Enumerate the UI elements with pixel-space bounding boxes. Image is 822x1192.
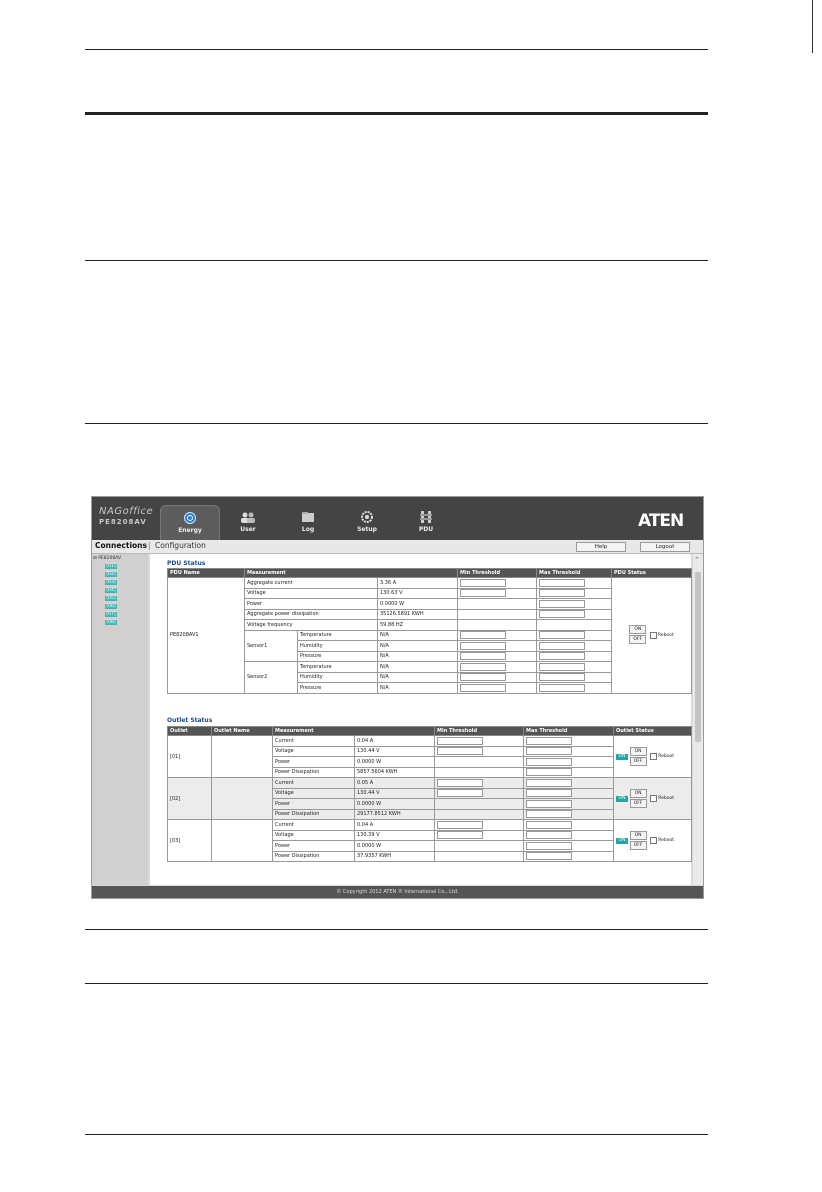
- min-threshold-cell: [435, 799, 524, 810]
- sidebar-item-outlet-02[interactable]: [02]: [106, 572, 116, 577]
- max-threshold-cell: [537, 672, 612, 683]
- measurement-label: Power Dissipation: [273, 767, 355, 778]
- copyright-footer: © Copyright 2012 ATEN ® International Co., Ltd.: [92, 886, 703, 898]
- max-threshold-input[interactable]: [539, 610, 585, 618]
- tab-label: Log: [301, 526, 315, 533]
- measurement-label: Power Dissipation: [273, 809, 355, 820]
- min-threshold-input[interactable]: [437, 821, 483, 829]
- col-header: Min Threshold: [435, 727, 524, 736]
- max-threshold-input[interactable]: [526, 810, 572, 818]
- min-threshold-cell: [458, 662, 537, 673]
- max-threshold-cell: [537, 683, 612, 694]
- min-threshold-cell: [458, 620, 537, 631]
- outlet-reboot-checkbox[interactable]: [650, 753, 657, 760]
- measurement-value: 0.0000 W: [355, 799, 435, 810]
- energy-icon: [182, 512, 198, 524]
- min-threshold-cell: [458, 609, 537, 620]
- measurement-value: 130.39 V: [355, 830, 435, 841]
- min-threshold-cell: [435, 746, 524, 757]
- max-threshold-cell: [537, 588, 612, 599]
- measurement-value: N/A: [378, 651, 458, 662]
- min-threshold-input[interactable]: [437, 779, 483, 787]
- measurement-label: Humidity: [298, 641, 378, 652]
- max-threshold-input[interactable]: [526, 842, 572, 850]
- pdu-status-title: PDU Status: [167, 560, 206, 567]
- max-threshold-input[interactable]: [539, 631, 585, 639]
- outlet-name-cell: [212, 820, 273, 862]
- outlet-on-indicator: ON: [616, 754, 628, 760]
- outlet-id: [03]: [168, 820, 212, 862]
- logout-button[interactable]: Logout: [640, 542, 690, 552]
- tree-root-label: PE8208AV: [98, 556, 122, 561]
- outlet-off-button[interactable]: OFF: [630, 799, 647, 808]
- measurement-label: Current: [273, 820, 355, 831]
- min-threshold-input[interactable]: [437, 831, 483, 839]
- measurement-label: Aggregate current: [245, 578, 378, 589]
- outlet-name-cell: [212, 736, 273, 778]
- max-threshold-cell: [524, 820, 614, 831]
- sidebar-item-outlet-01[interactable]: [01]: [106, 564, 116, 569]
- page-rule-thick: [85, 112, 708, 115]
- outlet-status-cell: [614, 736, 692, 778]
- measurement-value: N/A: [378, 662, 458, 673]
- measurement-value: 5857.5604 KWH: [355, 767, 435, 778]
- max-threshold-input[interactable]: [539, 579, 585, 587]
- min-threshold-input[interactable]: [460, 684, 506, 692]
- outlet-status-table: [167, 726, 692, 862]
- max-threshold-input[interactable]: [526, 747, 572, 755]
- tab-label: User: [240, 526, 256, 533]
- min-threshold-input[interactable]: [437, 747, 483, 755]
- measurement-value: 59.88 HZ: [378, 620, 458, 631]
- table-row: [168, 778, 692, 789]
- measurement-label: Aggregate power dissipation: [245, 609, 378, 620]
- pdu-off-button[interactable]: OFF: [629, 635, 646, 644]
- measurement-label: Voltage: [273, 746, 355, 757]
- min-threshold-cell: [435, 820, 524, 831]
- reboot-label: Reboot: [657, 632, 674, 638]
- measurement-value: 0.0000 W: [378, 599, 458, 610]
- setup-gear-icon: [359, 511, 375, 523]
- model-name: PE8208AV: [99, 518, 147, 526]
- min-threshold-input[interactable]: [460, 642, 506, 650]
- sidebar-item-outlet-07[interactable]: [07]: [106, 612, 116, 617]
- min-threshold-cell: [458, 630, 537, 641]
- measurement-label: Current: [273, 778, 355, 789]
- measurement-label: Voltage frequency: [245, 620, 378, 631]
- max-threshold-cell: [524, 736, 614, 747]
- col-header: Outlet Status: [614, 727, 692, 736]
- outlet-power-controls: [630, 789, 647, 809]
- min-threshold-cell: [435, 788, 524, 799]
- min-threshold-cell: [458, 578, 537, 589]
- device-tree-sidebar: [92, 554, 148, 885]
- max-threshold-input[interactable]: [526, 758, 572, 766]
- table-row: [168, 736, 692, 747]
- measurement-label: Power Dissipation: [273, 851, 355, 862]
- max-threshold-cell: [537, 641, 612, 652]
- max-threshold-input[interactable]: [539, 589, 585, 597]
- log-icon: [300, 511, 316, 523]
- page-rule: [85, 983, 708, 984]
- min-threshold-input[interactable]: [460, 579, 506, 587]
- measurement-value: 0.0000 W: [355, 841, 435, 852]
- tab-label: Energy: [178, 527, 202, 534]
- user-icon: [240, 511, 256, 523]
- col-header: PDU Name: [168, 569, 245, 578]
- min-threshold-cell: [435, 767, 524, 778]
- outlet-power-controls: [630, 831, 647, 851]
- min-threshold-input[interactable]: [437, 737, 483, 745]
- scroll-up-arrow-icon[interactable]: ⌃: [694, 556, 700, 564]
- web-ui-screenshot: [91, 496, 704, 899]
- reboot-label: Reboot: [658, 796, 675, 801]
- max-threshold-cell: [524, 799, 614, 810]
- outlet-id: [01]: [168, 736, 212, 778]
- measurement-value: 130.63 V: [378, 588, 458, 599]
- max-threshold-cell: [524, 851, 614, 862]
- brand-name: NAGoffice: [99, 506, 154, 517]
- max-threshold-input[interactable]: [539, 652, 585, 660]
- max-threshold-cell: [524, 788, 614, 799]
- min-threshold-cell: [458, 641, 537, 652]
- top-navigation-bar: [92, 497, 703, 540]
- measurement-label: Power: [273, 757, 355, 768]
- tab-energy[interactable]: [160, 505, 220, 541]
- tree-root-pdu[interactable]: ⊟ PE8208AV: [93, 556, 122, 561]
- max-threshold-cell: [537, 630, 612, 641]
- min-threshold-cell: [435, 736, 524, 747]
- measurement-value: N/A: [378, 641, 458, 652]
- page-rule: [85, 929, 708, 930]
- min-threshold-cell: [435, 778, 524, 789]
- max-threshold-cell: [537, 599, 612, 610]
- col-header: Outlet: [168, 727, 212, 736]
- max-threshold-input[interactable]: [526, 800, 572, 808]
- outlet-power-controls: [630, 747, 647, 767]
- tab-setup[interactable]: [338, 505, 396, 540]
- subbar-separator: |: [148, 541, 151, 550]
- measurement-value: 0.04 A: [355, 820, 435, 831]
- outlet-status-cell: [614, 778, 692, 820]
- min-threshold-cell: [458, 599, 537, 610]
- min-threshold-cell: [458, 651, 537, 662]
- measurement-label: Current: [273, 736, 355, 747]
- reboot-label: Reboot: [658, 838, 675, 843]
- max-threshold-input[interactable]: [539, 663, 585, 671]
- measurement-value: N/A: [378, 630, 458, 641]
- tab-label: Setup: [357, 526, 377, 533]
- min-threshold-cell: [435, 841, 524, 852]
- outlet-off-button[interactable]: OFF: [630, 757, 647, 766]
- measurement-value: 130.44 V: [355, 788, 435, 799]
- outlet-name-cell: [212, 778, 273, 820]
- min-threshold-cell: [458, 683, 537, 694]
- sidebar-item-outlet-04[interactable]: [04]: [106, 588, 116, 593]
- page-rule: [85, 49, 708, 50]
- min-threshold-input[interactable]: [460, 589, 506, 597]
- col-header: Outlet Name: [212, 727, 273, 736]
- measurement-label: Voltage: [245, 588, 378, 599]
- sidebar-item-outlet-03[interactable]: [03]: [106, 580, 116, 585]
- outlet-reboot-checkbox[interactable]: [650, 795, 657, 802]
- measurement-label: Voltage: [273, 830, 355, 841]
- outlet-status-cell: [614, 820, 692, 862]
- max-threshold-input[interactable]: [526, 852, 572, 860]
- min-threshold-input[interactable]: [460, 663, 506, 671]
- reboot-label: Reboot: [658, 754, 675, 759]
- measurement-value: 29177.8512 KWH: [355, 809, 435, 820]
- max-threshold-cell: [524, 830, 614, 841]
- table-header-row: [168, 569, 692, 578]
- col-header: Measurement: [273, 727, 435, 736]
- sidebar-item-outlet-05[interactable]: [05]: [106, 596, 116, 601]
- tab-label: PDU: [418, 526, 434, 533]
- measurement-value: 130.44 V: [355, 746, 435, 757]
- max-threshold-input[interactable]: [539, 642, 585, 650]
- page-edge-line: [812, 0, 813, 53]
- pdu-name-cell: PE8208AV1: [168, 578, 245, 694]
- col-header: PDU Status: [612, 569, 692, 578]
- outlet-on-button[interactable]: ON: [630, 789, 647, 798]
- max-threshold-input[interactable]: [539, 684, 585, 692]
- min-threshold-input[interactable]: [460, 652, 506, 660]
- measurement-label: Power: [273, 799, 355, 810]
- max-threshold-cell: [524, 809, 614, 820]
- vertical-scrollbar[interactable]: [693, 554, 703, 885]
- max-threshold-input[interactable]: [526, 737, 572, 745]
- min-threshold-cell: [435, 757, 524, 768]
- measurement-value: 0.04 A: [355, 736, 435, 747]
- col-header: Max Threshold: [537, 569, 612, 578]
- tab-pdu[interactable]: [397, 505, 455, 540]
- col-header: Min Threshold: [458, 569, 537, 578]
- min-threshold-input[interactable]: [460, 673, 506, 681]
- sidebar-item-outlet-06[interactable]: [06]: [106, 604, 116, 609]
- pdu-icon: [418, 511, 434, 523]
- measurement-label: Voltage: [273, 788, 355, 799]
- outlet-on-button[interactable]: ON: [630, 831, 647, 840]
- measurement-label: Humidity: [298, 672, 378, 683]
- connections-link[interactable]: Connections: [95, 541, 147, 550]
- table-row: [168, 820, 692, 831]
- max-threshold-cell: [537, 620, 612, 631]
- max-threshold-cell: [537, 578, 612, 589]
- tab-log[interactable]: [279, 505, 337, 540]
- max-threshold-cell: [537, 651, 612, 662]
- aten-logo: ATEN: [638, 511, 684, 531]
- page-rule: [85, 260, 708, 261]
- max-threshold-input[interactable]: [526, 779, 572, 787]
- measurement-label: Temperature: [298, 630, 378, 641]
- product-brand: [99, 506, 153, 526]
- outlet-id: [02]: [168, 778, 212, 820]
- measurement-label: Temperature: [298, 662, 378, 673]
- scrollbar-thumb[interactable]: [695, 572, 701, 742]
- measurement-label: Power: [273, 841, 355, 852]
- measurement-value: 3.36 A: [378, 578, 458, 589]
- pdu-on-button[interactable]: ON: [629, 625, 646, 634]
- table-row: [168, 578, 692, 589]
- max-threshold-cell: [537, 662, 612, 673]
- main-content-panel: [150, 554, 691, 885]
- max-threshold-input[interactable]: [526, 821, 572, 829]
- pdu-status-table: [167, 568, 692, 694]
- pdu-status-cell: [612, 578, 692, 694]
- sidebar-item-outlet-08[interactable]: [08]: [106, 620, 116, 625]
- measurement-value: 0.0000 W: [355, 757, 435, 768]
- table-header-row: [168, 727, 692, 736]
- help-button[interactable]: Help: [576, 542, 626, 552]
- sensor-name: Sensor2: [245, 662, 298, 694]
- measurement-label: Power: [245, 599, 378, 610]
- measurement-label: Pressure: [298, 651, 378, 662]
- outlet-status-title: Outlet Status: [167, 717, 213, 724]
- min-threshold-cell: [458, 588, 537, 599]
- max-threshold-cell: [524, 841, 614, 852]
- measurement-value: 35126.5891 KWH: [378, 609, 458, 620]
- outlet-reboot-checkbox[interactable]: [650, 837, 657, 844]
- page-rule: [85, 1134, 708, 1135]
- sub-navigation-bar: [92, 540, 703, 554]
- min-threshold-input[interactable]: [437, 789, 483, 797]
- pdu-reboot-checkbox[interactable]: [650, 632, 657, 639]
- outlet-off-button[interactable]: OFF: [630, 841, 647, 850]
- sensor-name: Sensor1: [245, 630, 298, 662]
- max-threshold-input[interactable]: [539, 673, 585, 681]
- max-threshold-cell: [524, 757, 614, 768]
- col-header: Max Threshold: [524, 727, 614, 736]
- configuration-link[interactable]: Configuration: [155, 541, 206, 550]
- measurement-value: N/A: [378, 672, 458, 683]
- max-threshold-input[interactable]: [526, 831, 572, 839]
- measurement-value: 37.9357 KWH: [355, 851, 435, 862]
- measurement-value: N/A: [378, 683, 458, 694]
- max-threshold-input[interactable]: [526, 768, 572, 776]
- min-threshold-cell: [458, 672, 537, 683]
- max-threshold-input[interactable]: [539, 600, 585, 608]
- max-threshold-input[interactable]: [526, 789, 572, 797]
- outlet-on-button[interactable]: ON: [630, 747, 647, 756]
- min-threshold-cell: [435, 809, 524, 820]
- max-threshold-cell: [524, 746, 614, 757]
- measurement-value: 0.05 A: [355, 778, 435, 789]
- max-threshold-cell: [524, 778, 614, 789]
- tab-user[interactable]: [219, 505, 277, 540]
- outlet-on-indicator: ON: [616, 838, 628, 844]
- min-threshold-cell: [435, 851, 524, 862]
- pdu-power-controls: [629, 625, 646, 645]
- max-threshold-cell: [524, 767, 614, 778]
- measurement-label: Pressure: [298, 683, 378, 694]
- min-threshold-input[interactable]: [460, 631, 506, 639]
- page-rule: [85, 423, 708, 424]
- col-header: Measurement: [245, 569, 458, 578]
- min-threshold-cell: [435, 830, 524, 841]
- outlet-on-indicator: ON: [616, 796, 628, 802]
- max-threshold-cell: [537, 609, 612, 620]
